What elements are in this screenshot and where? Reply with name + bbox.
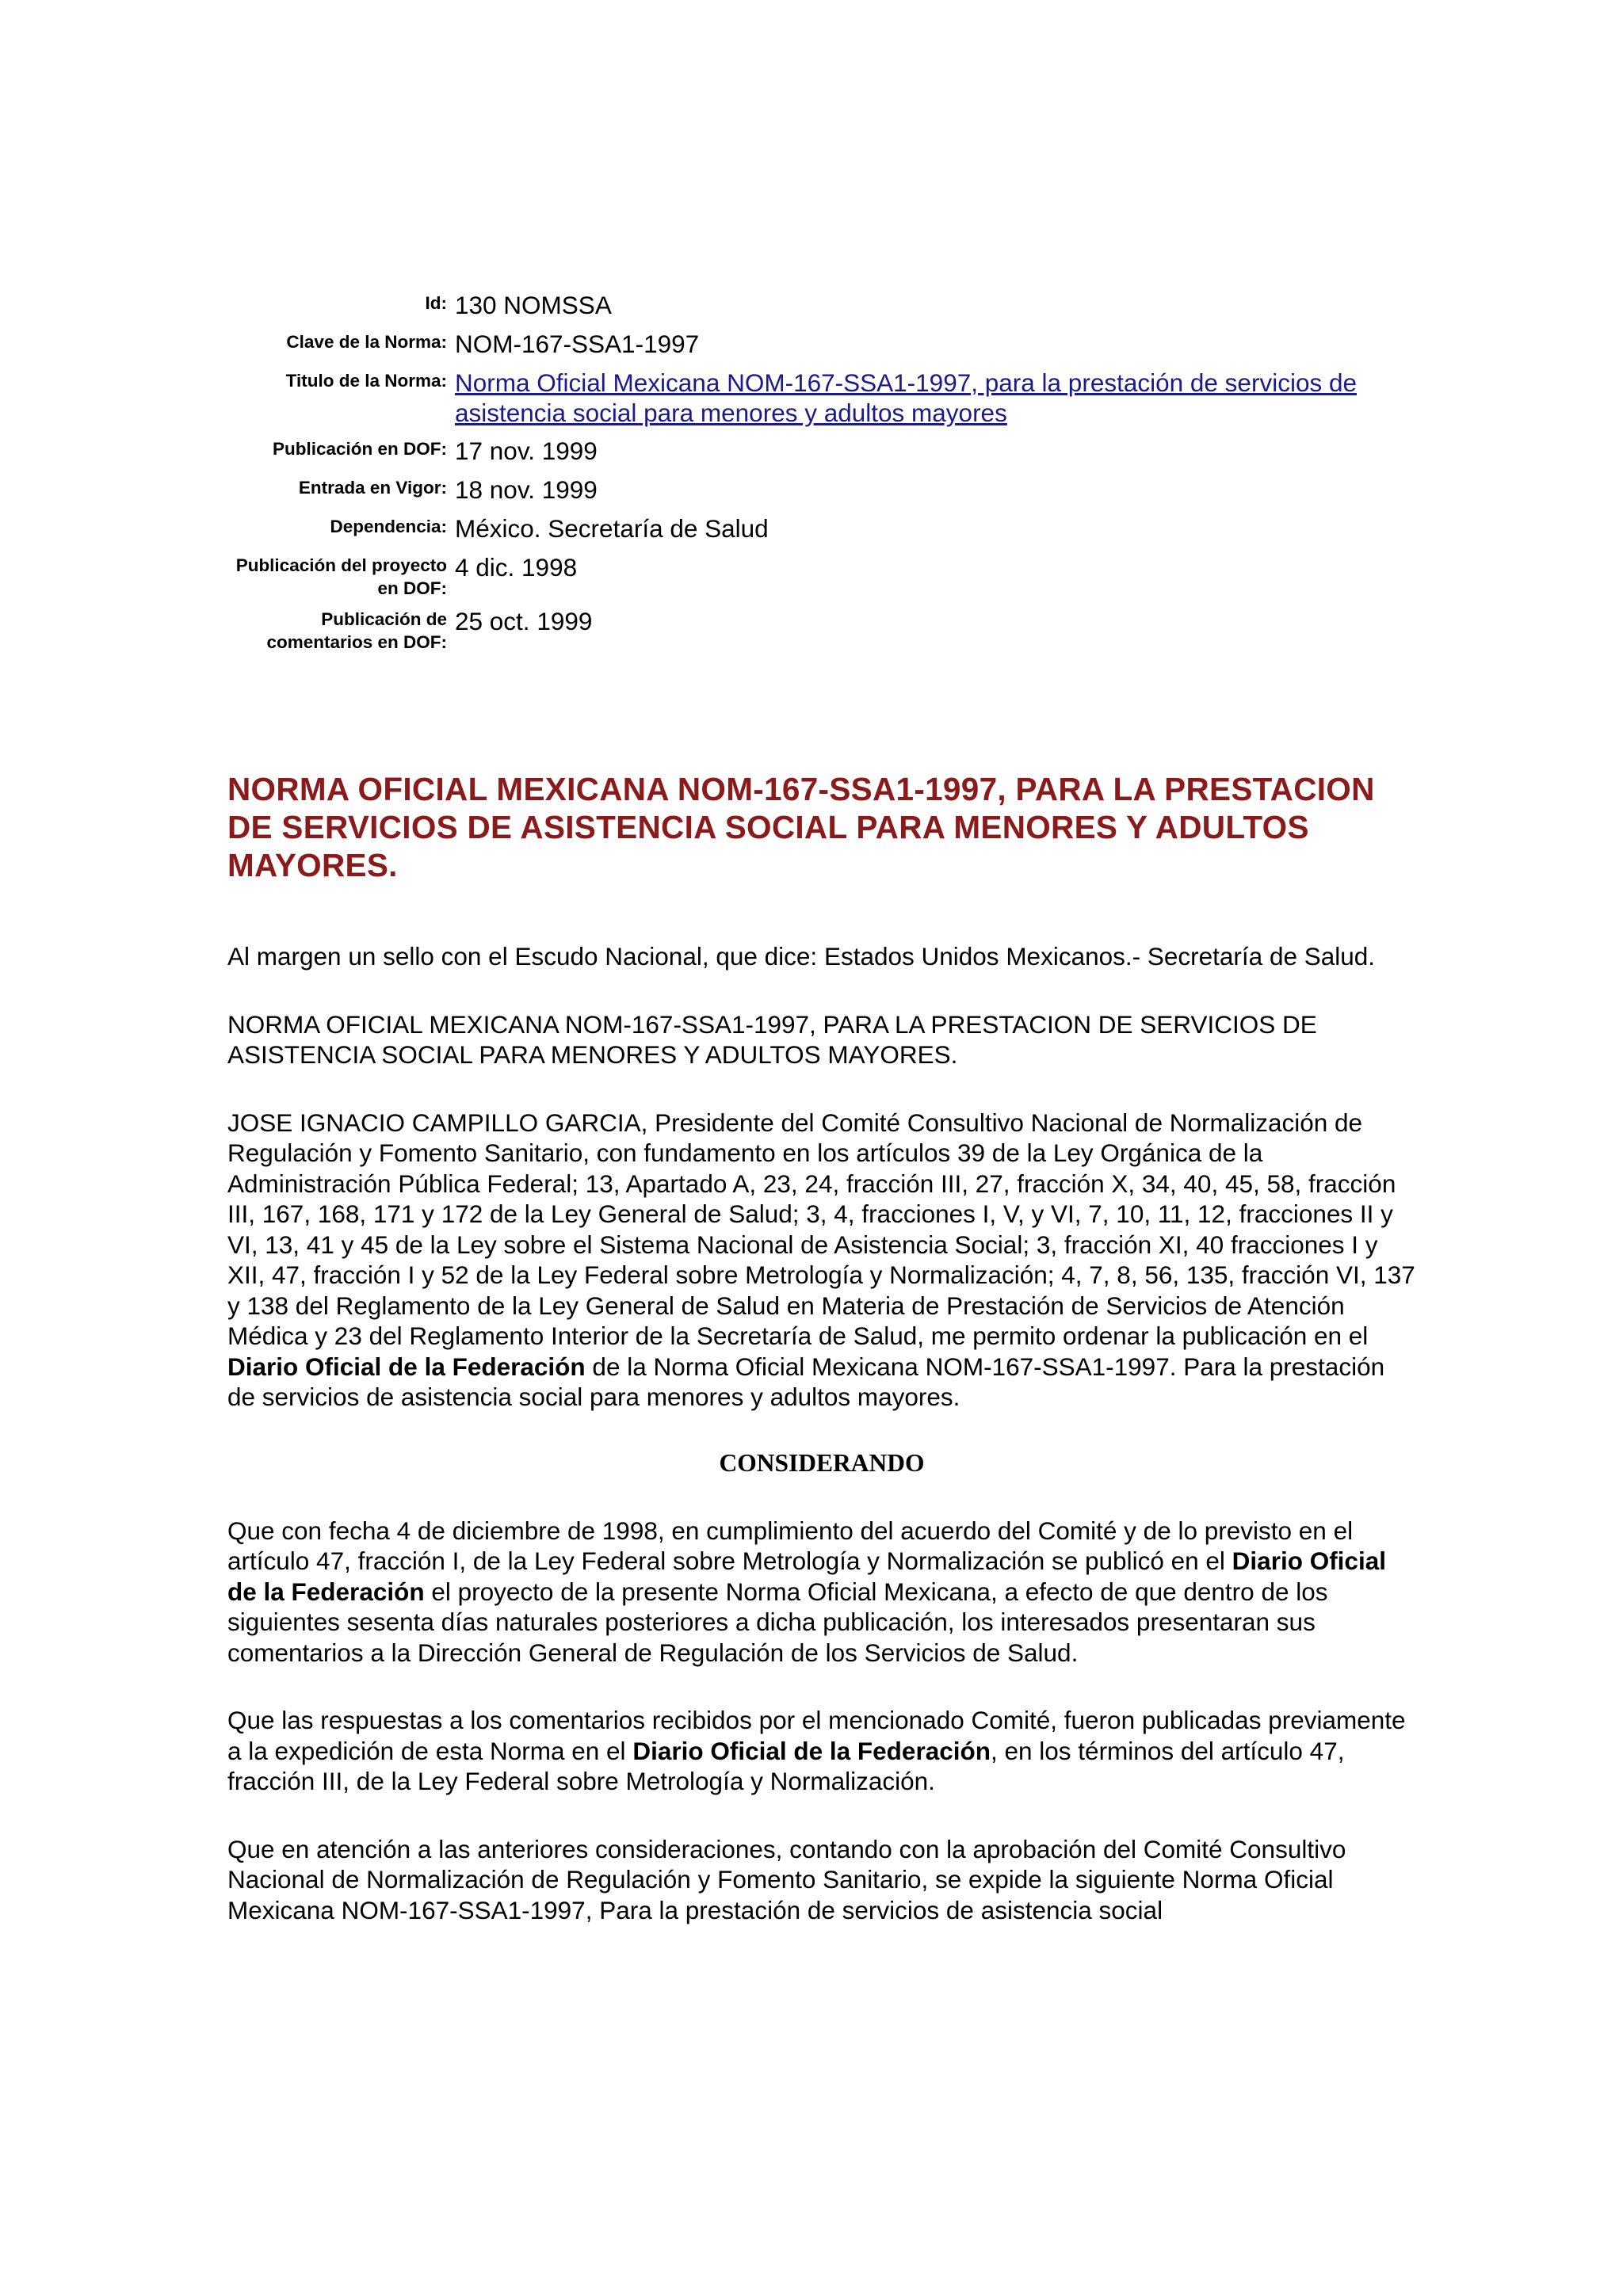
meta-row-proyecto <box>228 552 1393 606</box>
meta-label: Dependencia: <box>330 517 447 536</box>
paragraph-text: Que las respuestas a los comentarios recibidos por el mencionado Comité, fueron publicadas previamente a la expedición de esta Norma en el <box>227 1706 1406 1765</box>
paragraph-text: JOSE IGNACIO CAMPILLO GARCIA, Presidente del Comité Consultivo Nacional de Normalización de Regulación y Fomento Sanitario, con fundamento en los artículos 39 de la Ley Orgánica de la Administración Pública Federal; 13, Apartado A, 23, 24, fracción III, 27, fracción X, 34, 40, 45, 58, fracción III, 167, 168, 171 y 172 de la Ley General de Salud; 3, 4, fracciones I, V, y VI, 7, 10, 11, 12, fracciones II y VI, 13, 41 y 45 de la Ley sobre el Sistema Nacional de Asistencia Social; 3, fracción XI, 40 fracciones I y XII, 47, fracción I y 52 de la Ley Federal sobre Metrología y Normalización; 4, 7, 8, 56, 135, fracción VI, 137 y 138 del Reglamento de la Ley General de Salud en Materia de Prestación de Servicios de Atención Médica y 23 del Reglamento Interior de la Secretaría de Salud, me permito ordenar la publicación en el <box>227 1108 1415 1350</box>
meta-value: México. Secretaría de Salud <box>455 514 769 543</box>
meta-label: Publicación en DOF: <box>272 439 447 459</box>
metadata-table <box>228 290 1393 660</box>
meta-value: 25 oct. 1999 <box>455 607 593 635</box>
meta-label: Titulo de la Norma: <box>285 371 447 391</box>
meta-row-publicacion <box>228 436 1393 475</box>
meta-row-id <box>228 290 1393 329</box>
meta-value <box>455 368 1393 428</box>
paragraph-text: Que con fecha 4 de diciembre de 1998, en cumplimiento del acuerdo del Comité y de lo previsto en el artículo 47, fracción I, de la Ley Federal sobre Metrología y Normalización se publicó en el <box>227 1516 1354 1575</box>
meta-row-vigor <box>228 475 1393 513</box>
paragraph-considerando-2 <box>227 1705 1416 1797</box>
meta-label: Id: <box>425 293 447 313</box>
meta-row-comentarios <box>228 606 1393 660</box>
paragraph-preamble <box>227 1108 1416 1413</box>
meta-row-titulo <box>228 368 1393 436</box>
norm-title-link[interactable]: Norma Oficial Mexicana NOM-167-SSA1-1997, para la prestación de servicios de asistencia social para menores y adultos mayores <box>455 368 1357 427</box>
bold-text: Diario Oficial de la Federación <box>227 1352 586 1381</box>
paragraph-text: , en los términos del artículo 47, fracción III, de la Ley Federal sobre Metrología y Normalización. <box>227 1736 1345 1795</box>
meta-label: Publicación de comentarios en DOF: <box>266 609 447 652</box>
meta-row-dependencia <box>228 513 1393 552</box>
document-body <box>227 770 1416 1925</box>
meta-label: Publicación del proyecto en DOF: <box>235 555 447 598</box>
section-title-considerando: CONSIDERANDO <box>719 1448 925 1477</box>
meta-value: NOM-167-SSA1-1997 <box>455 330 700 358</box>
paragraph-norm-title: NORMA OFICIAL MEXICANA NOM-167-SSA1-1997, PARA LA PRESTACION DE SERVICIOS DE ASISTENCIA SOCIAL PARA MENORES Y ADULTOS MAYORES. <box>227 1009 1317 1069</box>
meta-value: 18 nov. 1999 <box>455 475 598 504</box>
meta-label: Entrada en Vigor: <box>298 478 447 498</box>
meta-value: 130 NOMSSA <box>455 291 612 319</box>
bold-text: Diario Oficial de la Federación <box>227 1547 1386 1606</box>
meta-row-clave <box>228 329 1393 368</box>
bold-text: Diario Oficial de la Federación <box>632 1736 991 1765</box>
meta-label: Clave de la Norma: <box>286 332 447 352</box>
paragraph-text: de la Norma Oficial Mexicana NOM-167-SSA1-1997. Para la prestación de servicios de asistencia social para menores y adultos mayores. <box>227 1352 1385 1411</box>
paragraph-considerando-1 <box>227 1516 1416 1669</box>
meta-value: 17 nov. 1999 <box>455 437 598 465</box>
paragraph-margin-seal: Al margen un sello con el Escudo Nacional, que dice: Estados Unidos Mexicanos.- Secretaría de Salud. <box>227 942 1376 971</box>
meta-value: 4 dic. 1998 <box>455 553 578 582</box>
document-heading: NORMA OFICIAL MEXICANA NOM-167-SSA1-1997, PARA LA PRESTACION DE SERVICIOS DE ASISTENCIA SOCIAL PARA MENORES Y ADULTOS MAYORES. <box>227 771 1375 883</box>
paragraph-considerando-3: Que en atención a las anteriores consideraciones, contando con la aprobación del Comité Consultivo Nacional de Normalización de Regulación y Fomento Sanitario, se expide la siguiente Norma Oficial Mexicana NOM-167-SSA1-1997, Para la prestación de servicios de asistencia social <box>227 1834 1346 1924</box>
paragraph-text: el proyecto de la presente Norma Oficial Mexicana, a efecto de que dentro de los siguientes sesenta días naturales posteriores a dicha publicación, los interesados presentaran sus comentarios a la Dirección General de Regulación de los Servicios de Salud. <box>227 1577 1328 1667</box>
